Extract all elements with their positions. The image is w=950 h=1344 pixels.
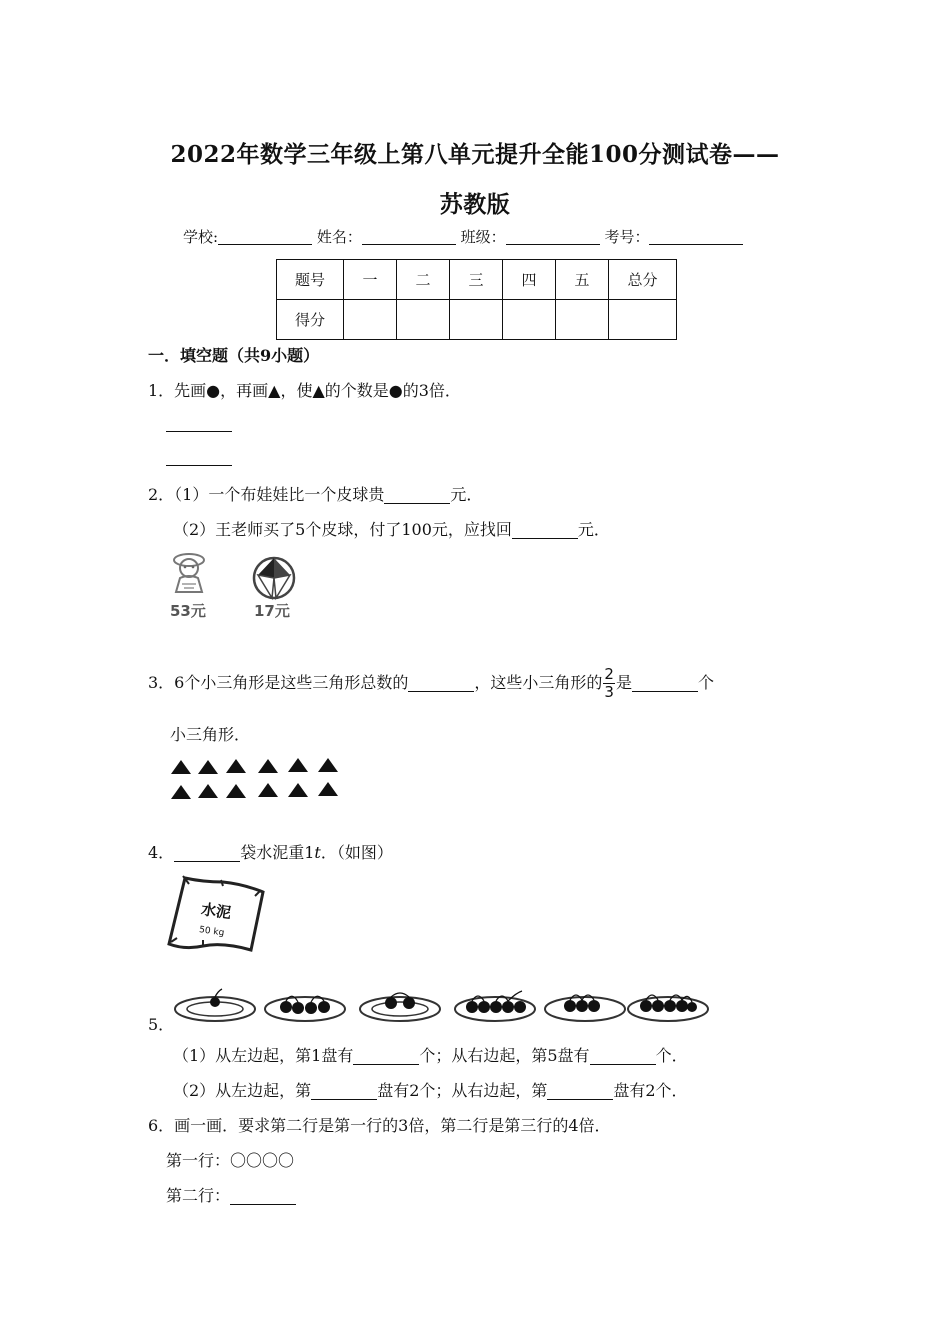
score-header-cell: 五 [556, 260, 609, 300]
question-5-number: 5． [148, 1015, 175, 1034]
doll-price: 53元 [170, 602, 206, 620]
bag-weight: 50 kg [198, 925, 225, 939]
question-2-part2 [173, 517, 610, 540]
q6-row-2-label: 第二行： [166, 1186, 231, 1205]
q3-text-d: 个 [697, 673, 714, 692]
q3-fraction-denominator: 3 [604, 683, 614, 701]
q5-part1-text-b: 个；从右边起，第5盘有 [419, 1046, 590, 1065]
q6-row-2-blank[interactable] [230, 1186, 296, 1205]
cement-bag-illustration [163, 872, 269, 958]
q4-text-c: ．（如图） [320, 843, 393, 862]
bag-label: 水泥 [200, 900, 233, 923]
q5-part1-text-a: （1）从左边起，第1盘有 [173, 1046, 354, 1065]
score-table-header-row [277, 260, 677, 300]
q5-part2-blank-2[interactable] [547, 1081, 613, 1100]
q5-part2-text-a: （2）从左边起，第 [173, 1081, 312, 1100]
score-header-cell: 总分 [609, 260, 677, 300]
triangles-illustration [168, 756, 348, 802]
q6-row-1: 第一行：〇〇〇〇 [166, 1151, 295, 1170]
score-cell[interactable] [609, 300, 677, 340]
q2-part2-unit: 元． [577, 520, 610, 539]
q1-answer-line-1[interactable] [166, 431, 232, 432]
name-blank[interactable] [362, 228, 456, 245]
q6-row-2 [166, 1183, 296, 1206]
q4-text-b: 袋水泥重1 [240, 843, 315, 862]
score-cell[interactable] [344, 300, 397, 340]
plate-2 [265, 996, 345, 1021]
question-4-text [148, 840, 393, 863]
doll-illustration [166, 548, 212, 596]
student-info-line [183, 226, 743, 247]
name-label: 姓名： [316, 228, 362, 246]
q5-part1-text-c: 个． [655, 1046, 688, 1065]
question-6-text: 6．画一画．要求第二行是第一行的3倍，第二行是第三行的4倍． [148, 1116, 611, 1135]
question-2-part1 [148, 482, 482, 505]
score-table-score-row [277, 300, 677, 340]
school-label: 学校: [183, 228, 219, 246]
q3-text-b: ，这些小三角形的 [474, 673, 603, 692]
score-header-cell: 四 [503, 260, 556, 300]
score-cell[interactable] [397, 300, 450, 340]
section-heading: 一．填空题（共9小题） [148, 346, 320, 365]
q4-unit: t [314, 843, 321, 862]
score-table [276, 259, 677, 340]
q3-text-c: 是 [615, 673, 632, 692]
q5-part2-text-c: 盘有2个． [613, 1081, 688, 1100]
ball-price: 17元 [254, 602, 290, 620]
plate-4 [455, 991, 535, 1021]
q4-blank[interactable] [174, 843, 240, 862]
score-header-cell: 题号 [277, 260, 344, 300]
q5-part1-blank-2[interactable] [590, 1046, 656, 1065]
class-label: 班级： [460, 228, 506, 246]
q2-part1-text: 2．（1）一个布娃娃比一个皮球贵 [148, 485, 385, 504]
plate-3 [360, 993, 440, 1021]
question-3-line2: 小三角形． [170, 725, 251, 744]
plate-6 [628, 995, 708, 1021]
q3-blank-2[interactable] [632, 673, 698, 692]
score-row-label: 得分 [277, 300, 344, 340]
question-5-part2 [173, 1078, 688, 1101]
plate-1 [175, 989, 255, 1021]
score-header-cell: 二 [397, 260, 450, 300]
q3-blank-1[interactable] [408, 673, 474, 692]
question-5-part1 [173, 1043, 688, 1066]
score-cell[interactable] [503, 300, 556, 340]
q4-number: 4． [148, 843, 175, 862]
score-header-cell: 一 [344, 260, 397, 300]
q2-part2-text: （2）王老师买了5个皮球，付了100元，应找回 [173, 520, 512, 539]
plate-5 [545, 995, 625, 1021]
q5-part2-blank-1[interactable] [311, 1081, 377, 1100]
q5-part2-text-b: 盘有2个；从右边起，第 [377, 1081, 548, 1100]
class-blank[interactable] [506, 228, 600, 245]
ball-illustration [250, 555, 298, 601]
score-cell[interactable] [450, 300, 503, 340]
q1-answer-line-2[interactable] [166, 465, 232, 466]
q3-fraction [603, 666, 615, 701]
plates-illustration [172, 985, 712, 1029]
exam-title-line2: 苏教版 [439, 191, 511, 218]
question-3-line1 [148, 666, 714, 701]
q5-part1-blank-1[interactable] [353, 1046, 419, 1065]
q3-fraction-numerator: 2 [604, 665, 614, 683]
q2-part1-unit: 元． [450, 485, 483, 504]
score-cell[interactable] [556, 300, 609, 340]
q2-part1-blank[interactable] [384, 485, 450, 504]
q3-text-a: 3．6个小三角形是这些三角形总数的 [148, 673, 409, 692]
score-header-cell: 三 [450, 260, 503, 300]
number-label: 考号： [604, 228, 650, 246]
q2-part2-blank[interactable] [512, 520, 578, 539]
exam-title-line1: 2022年数学三年级上第八单元提升全能100分测试卷—— [170, 141, 780, 168]
question-1-text: 1．先画●，再画▲，使▲的个数是●的3倍． [148, 381, 461, 400]
number-blank[interactable] [649, 228, 743, 245]
school-blank[interactable] [218, 228, 312, 245]
